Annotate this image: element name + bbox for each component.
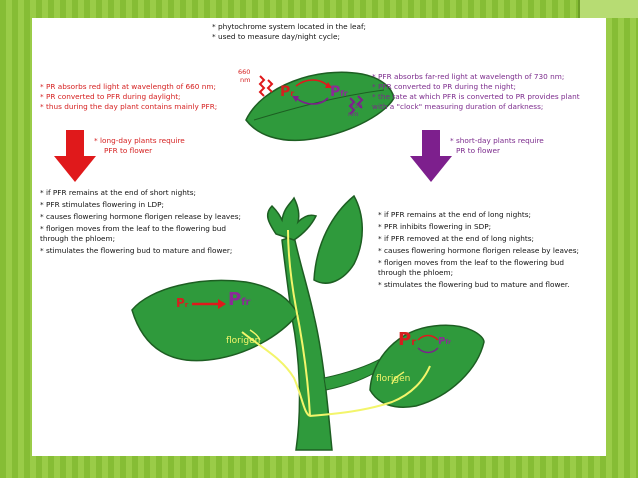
top-pr-label: Pr xyxy=(280,84,295,100)
right-leaf-pr-label: Pr xyxy=(398,329,417,350)
wavelength-660-unit: nm xyxy=(240,76,251,84)
sdp-note-1: * short-day plants require xyxy=(450,136,544,145)
corner-decoration-line xyxy=(578,0,580,18)
purple-arrow xyxy=(410,130,452,182)
left-leaf-pr-label: Pr xyxy=(176,296,189,310)
right-leaf xyxy=(370,325,484,407)
right-black-note-1: * if PFR remains at the end of long nights; xyxy=(378,210,532,219)
right-note-3: * the rate at which PFR is converted to PR provides plant xyxy=(372,92,580,101)
left-black-note-5: through the phloem; xyxy=(40,234,116,243)
slide-canvas xyxy=(32,18,606,456)
left-leaf xyxy=(132,280,298,360)
top-note-1: * phytochrome system located in the leaf; xyxy=(212,22,366,31)
right-black-note-7: * stimulates the flowering bud to mature and flower. xyxy=(378,280,570,289)
right-black-note-4: * causes flowering hormone florigen release by leaves; xyxy=(378,246,579,255)
flower-bud xyxy=(268,198,316,240)
left-note-2: * PR converted to PFR during daylight; xyxy=(40,92,181,101)
top-pfr-label: Pfr xyxy=(330,84,348,100)
sdp-note-2: PR to flower xyxy=(456,146,500,155)
red-light-wave-2 xyxy=(268,80,272,92)
right-black-note-5: * florigen moves from the leaf to the flowering bud xyxy=(378,258,565,267)
top-note-2: * used to measure day/night cycle; xyxy=(212,32,340,41)
left-leaf-pfr-label: Pfr xyxy=(228,289,251,310)
red-arrow xyxy=(54,130,96,182)
left-black-note-1: * if PFR remains at the end of short nights; xyxy=(40,188,197,197)
right-note-1: * PFR absorbs far-red light at wavelength of 730 nm; xyxy=(372,72,565,81)
right-leaf-pfr-label: Pfr xyxy=(438,336,451,347)
upper-right-leaf xyxy=(314,196,362,283)
left-note-3: * thus during the day plant contains mainly PFR; xyxy=(40,102,218,111)
right-black-note-2: * PFR inhibits flowering in SDP; xyxy=(378,222,492,231)
right-florigen-label: florigen xyxy=(376,374,411,384)
wavelength-660-value: 660 xyxy=(238,68,251,76)
right-note-4: with a "clock" measuring duration of darkness; xyxy=(372,102,544,111)
corner-decoration xyxy=(578,0,638,18)
left-black-note-6: * stimulates the flowering bud to mature and flower; xyxy=(40,246,233,255)
wavelength-730-unit: nm xyxy=(348,110,359,118)
red-light-wave xyxy=(260,76,264,96)
left-florigen-label: florigen xyxy=(226,336,261,346)
ldp-note-1: * long-day plants require xyxy=(94,136,185,145)
left-black-note-4: * florigen moves from the leaf to the flowering bud xyxy=(40,224,227,233)
right-black-note-6: through the phloem; xyxy=(378,268,454,277)
left-black-note-3: * causes flowering hormone florigen release by leaves; xyxy=(40,212,241,221)
ldp-note-2: PFR to flower xyxy=(104,146,153,155)
left-note-1: * PR absorbs red light at wavelength of 660 nm; xyxy=(40,82,216,91)
wavelength-730-value: 730 xyxy=(350,102,363,110)
right-black-note-3: * if PFR removed at the end of long nights; xyxy=(378,234,534,243)
right-note-2: * PFR converted to PR during the night; xyxy=(372,82,516,91)
left-black-note-2: * PFR stimulates flowering in LDP; xyxy=(40,200,164,209)
